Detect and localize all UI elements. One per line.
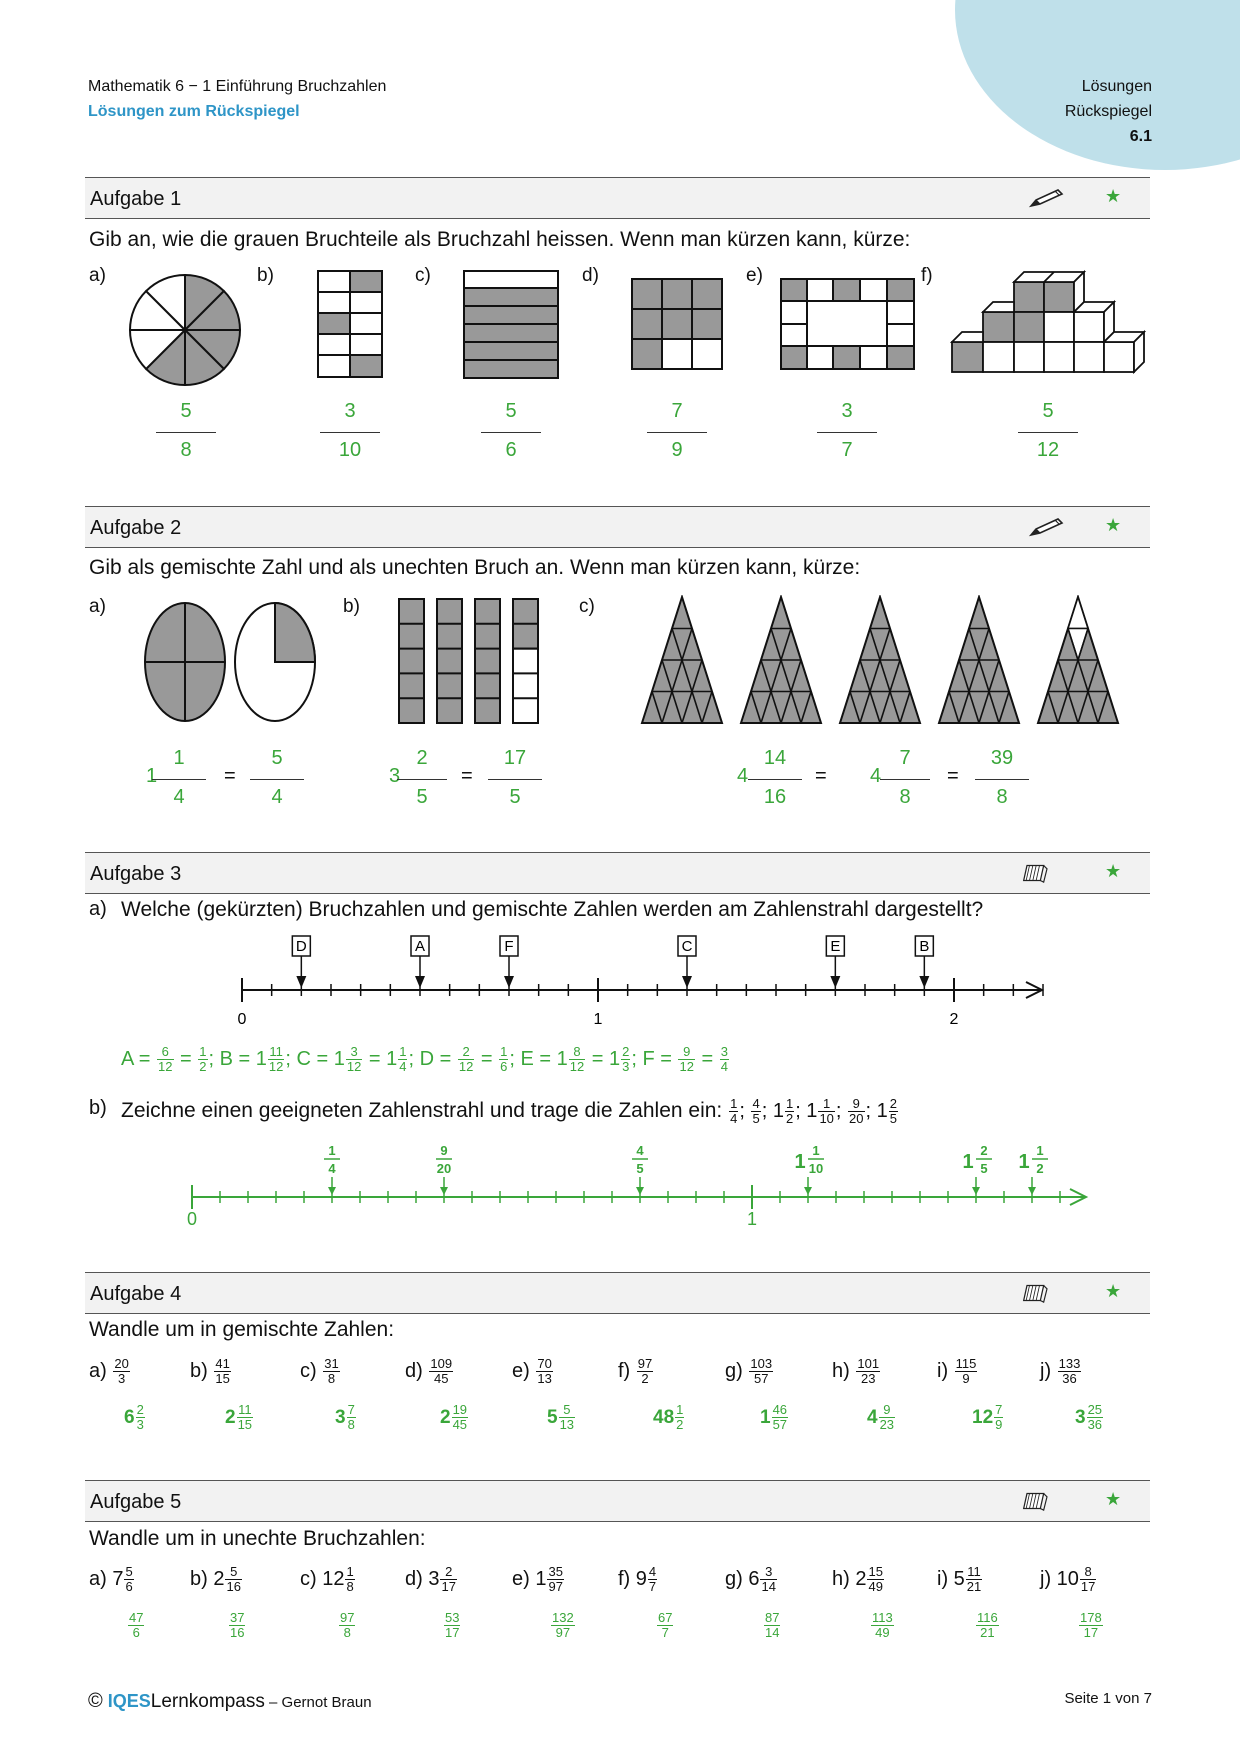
task-5-question: h) 2 $\frac{15}{49}$ <box>832 1564 883 1594</box>
svg-text:F: F <box>504 938 514 955</box>
tick-label: 1 <box>746 1209 758 1229</box>
fraction-grid-1d <box>631 278 724 370</box>
task-5-question: g) 6 $\frac{3}{14}$ <box>725 1564 776 1594</box>
marker-one-and-two-fifths <box>962 1143 992 1195</box>
svg-text:4: 4 <box>636 1143 644 1158</box>
course-title: Mathematik 6 − 1 Einführung Bruchzahlen <box>88 78 387 95</box>
page-subtitle: Lösungen zum Rückspiegel <box>88 103 300 120</box>
task-4-instruction: Wandle um in gemischte Zahlen: <box>89 1318 395 1341</box>
task-5-answer: $\frac{132}{97}$ <box>552 1610 574 1640</box>
answer-1f: 5 12 <box>1018 400 1078 462</box>
task-4-question: j) $\frac{133}{36}$ <box>1040 1356 1081 1386</box>
task-5-header <box>85 1480 1150 1522</box>
label-1d: d) <box>582 265 599 286</box>
header-right-2: Rückspiegel <box>1064 103 1152 120</box>
number-line-3b <box>180 1135 1100 1230</box>
task-4-answer: 4 $\frac{9}{23}$ <box>867 1402 895 1432</box>
svg-text:4: 4 <box>328 1161 336 1176</box>
svg-text:10: 10 <box>808 1161 824 1176</box>
svg-text:1: 1 <box>812 1143 820 1158</box>
svg-text:C: C <box>681 938 693 955</box>
task-4-answer: 2 $\frac{11}{15}$ <box>225 1402 253 1432</box>
fraction-circle-1a <box>125 270 245 390</box>
marker-A <box>411 936 429 988</box>
answer-2c-whole-reduced: 4 <box>870 765 882 787</box>
task-4-question: g) $\frac{103}{57}$ <box>725 1356 773 1386</box>
svg-text:9: 9 <box>440 1143 448 1158</box>
task-4-question: i) $\frac{115}{9}$ <box>937 1356 977 1386</box>
answer-2b-improper: 17 5 <box>488 747 542 809</box>
task-5-answer: $\frac{53}{17}$ <box>445 1610 460 1640</box>
label-1b: b) <box>257 265 274 286</box>
label-1a: a) <box>89 265 106 286</box>
answer-2c-improper: 39 8 <box>975 747 1029 809</box>
task-4-header <box>85 1272 1150 1314</box>
task-2-title: Aufgabe 2 <box>90 517 182 539</box>
star-icon: ★ <box>1105 861 1122 881</box>
tick-label: 0 <box>186 1209 198 1229</box>
fraction-triangles-2c <box>640 595 1130 727</box>
task-1-header <box>85 177 1150 219</box>
label-2b: b) <box>343 596 360 617</box>
task-3b-instruction: Zeichne einen geeigneten Zahlenstrahl und trage die Zahlen ein: $\frac{1}{4}$ ; $\frac{4}{5}$ ; 1 $\frac{1}{2}$ ; 1 $\frac{1}{10}$ ; $\frac{9}{20}$ ; 1 $\frac{2}{5}$ <box>121 1096 897 1126</box>
fraction-grid-1b <box>317 270 383 380</box>
task-5-question: i) 5 $\frac{11}{21}$ <box>937 1564 982 1594</box>
svg-text:A: A <box>414 938 426 955</box>
label-3a: a) <box>89 898 107 920</box>
task-5-answer: $\frac{97}{8}$ <box>340 1610 355 1640</box>
task-4-question: b) $\frac{41}{15}$ <box>190 1356 230 1386</box>
notebook-icon <box>1022 1488 1052 1514</box>
svg-text:20: 20 <box>436 1161 452 1176</box>
answer-2c-whole: 4 <box>737 765 749 787</box>
answer-1c: 5 6 <box>481 400 541 462</box>
task-5-question: c) 12 $\frac{1}{8}$ <box>300 1564 354 1594</box>
task-4-answer: 2 $\frac{19}{45}$ <box>440 1402 468 1432</box>
answer-2a-improper: 5 4 <box>250 747 304 809</box>
svg-text:5: 5 <box>636 1161 644 1176</box>
header-right-1: Lösungen <box>1081 78 1152 95</box>
task-4-question: f) $\frac{97}{2}$ <box>618 1356 653 1386</box>
notebook-icon <box>1022 1280 1052 1306</box>
answer-3a: A = $\frac{6}{12}$ = $\frac{1}{2}$ ; B = 1 $\frac{11}{12}$ ; C = 1 $\frac{3}{12}$ = 1 $\frac{1}{4}$ ; D = $\frac{2}{12}$ = $\frac{1}{6}$ ; E = 1 $\frac{8}{12}$ = 1 $\frac{2}{3}$ ; F = $\frac{9}{12}$ = $\frac{3}{4}$ <box>121 1044 728 1074</box>
answer-2a-frac: 1 4 <box>152 747 206 809</box>
task-5-answer: $\frac{37}{16}$ <box>230 1610 245 1640</box>
pencil-icon <box>1028 516 1064 538</box>
task-4-answer: 3 $\frac{7}{8}$ <box>335 1402 355 1432</box>
label-1f: f) <box>921 265 933 286</box>
task-5-instruction: Wandle um in unechte Bruchzahlen: <box>89 1527 426 1550</box>
task-5-question: d) 3 $\frac{2}{17}$ <box>405 1564 456 1594</box>
footer-brand: © IQESLernkompass – Gernot Braun <box>88 1690 372 1712</box>
fraction-columns-2b <box>398 598 548 724</box>
star-icon: ★ <box>1105 186 1122 206</box>
svg-text:1: 1 <box>328 1143 336 1158</box>
marker-nine-twentieths <box>436 1143 452 1195</box>
svg-text:E: E <box>830 938 841 955</box>
fraction-stripes-1c <box>463 270 560 380</box>
task-5-answer: $\frac{178}{17}$ <box>1080 1610 1102 1640</box>
header-right-3: 6.1 <box>1129 128 1152 145</box>
answer-2c-frac-reduced: 7 8 <box>880 747 930 809</box>
task-3-title: Aufgabe 3 <box>90 863 182 885</box>
svg-text:1: 1 <box>794 1151 806 1173</box>
task-1-instruction: Gib an, wie die grauen Bruchteile als Bruchzahl heissen. Wenn man kürzen kann, kürze: <box>89 228 911 251</box>
page-number: Seite 1 von 7 <box>1064 1690 1152 1707</box>
marker-four-fifths <box>632 1143 648 1195</box>
task-5-question: a) 7 $\frac{5}{6}$ <box>89 1564 133 1594</box>
svg-text:1: 1 <box>962 1151 974 1173</box>
task-4-question: d) $\frac{109}{45}$ <box>405 1356 453 1386</box>
marker-one-and-one-tenth <box>794 1143 824 1195</box>
task-4-answer: 6 $\frac{2}{3}$ <box>124 1402 144 1432</box>
marker-one-quarter <box>324 1143 340 1195</box>
marker-D <box>292 936 310 988</box>
marker-F <box>500 936 518 988</box>
task-4-answer: 3 $\frac{25}{36}$ <box>1075 1402 1103 1432</box>
fraction-ovals-2a <box>140 600 320 725</box>
answer-2b-whole: 3 <box>389 765 401 787</box>
task-5-question: j) 10 $\frac{8}{17}$ <box>1040 1564 1096 1594</box>
number-line-3a <box>230 930 1060 1030</box>
task-4-question: h) $\frac{101}{23}$ <box>832 1356 880 1386</box>
task-4-title: Aufgabe 4 <box>90 1283 182 1305</box>
tick-label: 2 <box>949 1011 959 1028</box>
task-5-answer: $\frac{116}{21}$ <box>977 1610 998 1640</box>
task-5-answer: $\frac{113}{49}$ <box>872 1610 893 1640</box>
answer-2a-whole: 1 <box>146 765 158 787</box>
answer-1a: 5 8 <box>156 400 216 462</box>
svg-text:1: 1 <box>1036 1143 1044 1158</box>
task-4-answer: 1 $\frac{46}{57}$ <box>760 1402 788 1432</box>
fraction-ring-1e <box>780 278 915 370</box>
task-4-question: c) $\frac{31}{8}$ <box>300 1356 339 1386</box>
task-5-answer: $\frac{67}{7}$ <box>658 1610 673 1640</box>
svg-text:B: B <box>919 938 930 955</box>
label-1e: e) <box>746 265 763 286</box>
task-4-answer: 12 $\frac{7}{9}$ <box>972 1402 1003 1432</box>
task-4-answer: 48 $\frac{1}{2}$ <box>653 1402 684 1432</box>
tick-label: 0 <box>237 1011 247 1028</box>
answer-2c-frac: 14 16 <box>748 747 802 809</box>
svg-text:1: 1 <box>1018 1151 1030 1173</box>
fraction-cubes-1f <box>950 268 1150 378</box>
svg-text:5: 5 <box>980 1161 988 1176</box>
answer-2b-frac: 2 5 <box>397 747 447 809</box>
label-1c: c) <box>415 265 431 286</box>
copyright-icon: © <box>88 1690 103 1712</box>
equals-sign: = <box>224 765 236 787</box>
task-5-question: f) 9 $\frac{4}{7}$ <box>618 1564 657 1594</box>
tick-label: 1 <box>593 1011 603 1028</box>
svg-text:D: D <box>295 938 307 955</box>
label-2a: a) <box>89 596 106 617</box>
task-5-answer: $\frac{47}{6}$ <box>129 1610 144 1640</box>
star-icon: ★ <box>1105 515 1122 535</box>
equals-sign: = <box>461 765 473 787</box>
star-icon: ★ <box>1105 1489 1122 1509</box>
marker-E <box>826 936 844 988</box>
task-5-answer: $\frac{87}{14}$ <box>765 1610 780 1640</box>
marker-B <box>915 936 933 988</box>
equals-sign: = <box>815 765 827 787</box>
label-3b: b) <box>89 1097 107 1119</box>
marker-one-and-one-half <box>1018 1143 1048 1195</box>
task-5-question: b) 2 $\frac{5}{16}$ <box>190 1564 241 1594</box>
task-4-question: e) $\frac{70}{13}$ <box>512 1356 552 1386</box>
answer-1d: 7 9 <box>647 400 707 462</box>
svg-text:2: 2 <box>980 1143 988 1158</box>
task-3-header <box>85 852 1150 894</box>
task-5-question: e) 1 $\frac{35}{97}$ <box>512 1564 563 1594</box>
answer-1e: 3 7 <box>817 400 877 462</box>
task-3a-instruction: Welche (gekürzten) Bruchzahlen und gemischte Zahlen werden am Zahlenstrahl dargestellt? <box>121 898 984 921</box>
equals-sign: = <box>947 765 959 787</box>
pencil-icon <box>1028 187 1064 209</box>
task-4-answer: 5 $\frac{5}{13}$ <box>547 1402 575 1432</box>
task-5-title: Aufgabe 5 <box>90 1491 182 1513</box>
svg-text:2: 2 <box>1036 1161 1044 1176</box>
task-2-instruction: Gib als gemischte Zahl und als unechten Bruch an. Wenn man kürzen kann, kürze: <box>89 556 861 579</box>
answer-1b: 3 10 <box>320 400 380 462</box>
star-icon: ★ <box>1105 1281 1122 1301</box>
marker-C <box>678 936 696 988</box>
label-2c: c) <box>579 596 595 617</box>
notebook-icon <box>1022 860 1052 886</box>
task-1-title: Aufgabe 1 <box>90 188 182 210</box>
task-4-question: a) $\frac{20}{3}$ <box>89 1356 129 1386</box>
task-2-header <box>85 506 1150 548</box>
